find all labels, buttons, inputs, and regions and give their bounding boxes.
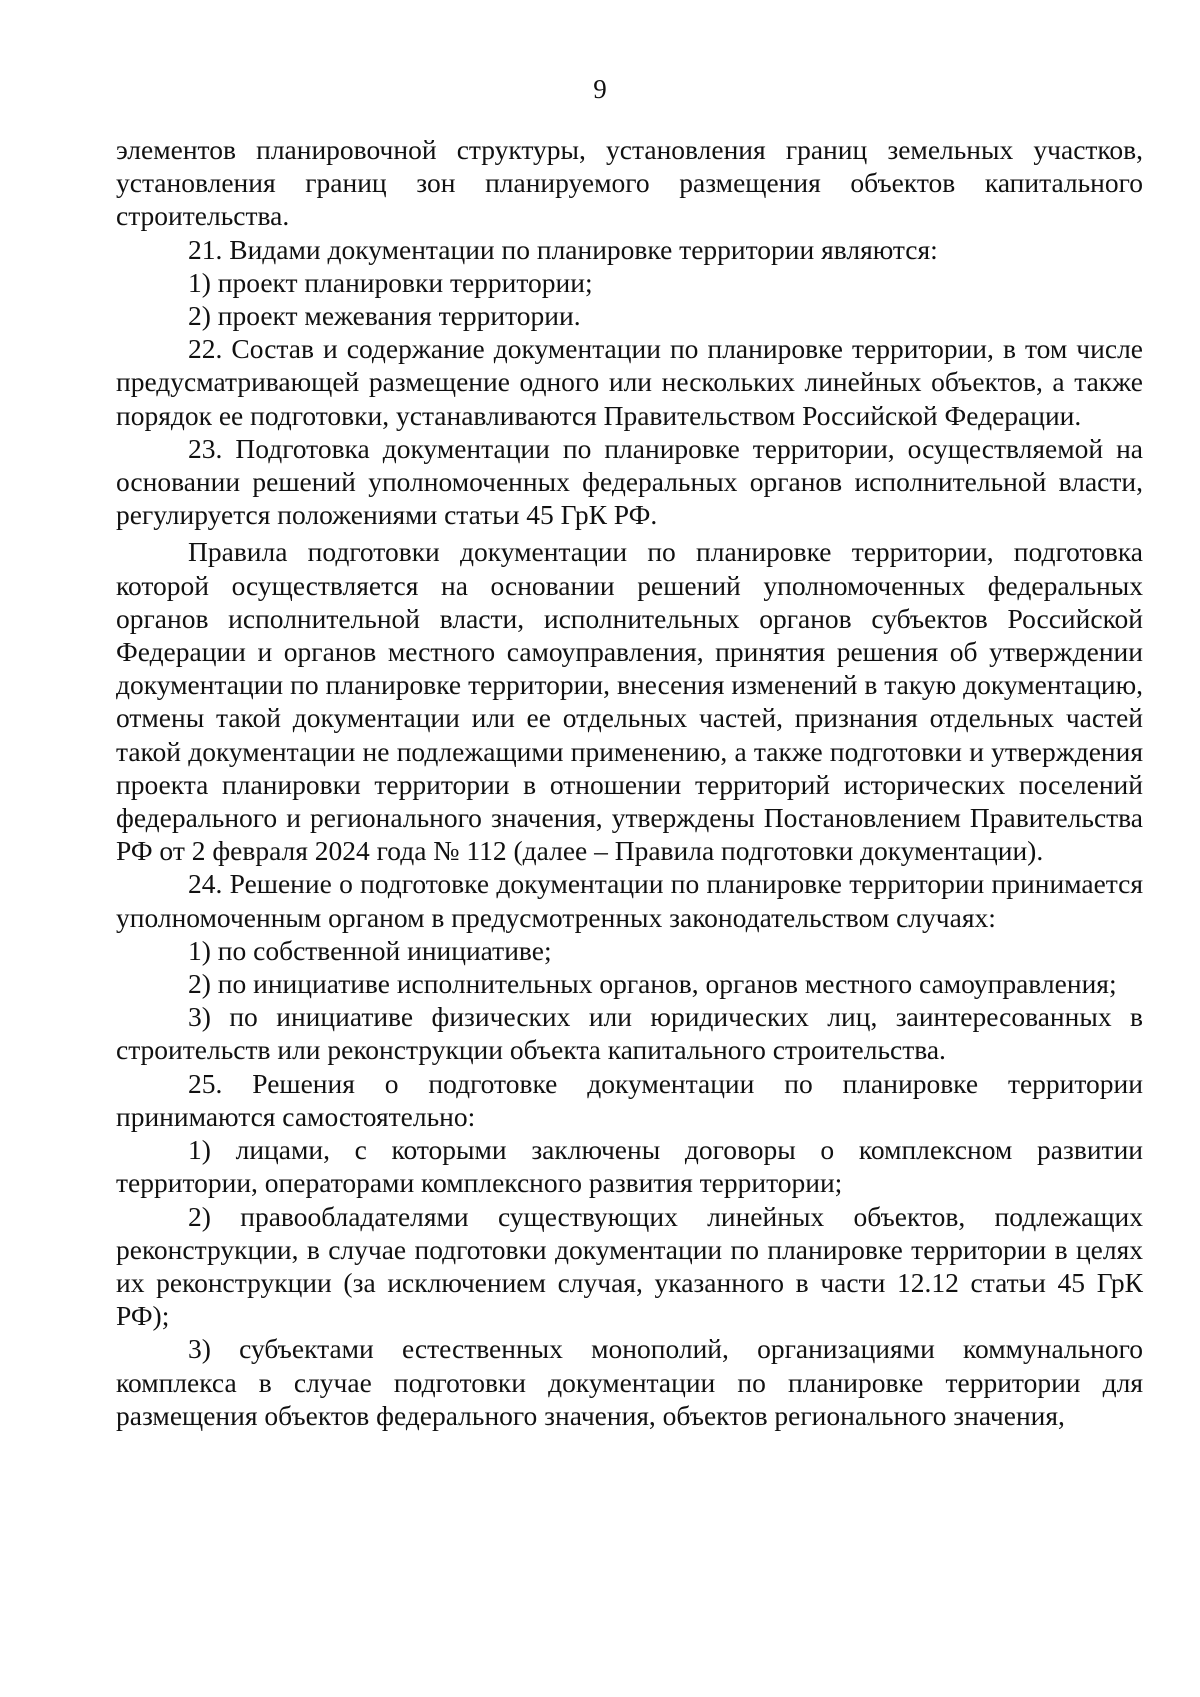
list-item-21-2: 2) проект межевания территории. <box>188 300 581 332</box>
paragraph-continuation: элементов планировочной структуры, установления границ земельных участков, установления границ зон планируемого размещения объектов капитального строительства. <box>116 134 1143 232</box>
paragraph-25: 25. Решения о подготовке документации по планировке территории принимаются самостоятельно: <box>116 1067 1143 1132</box>
paragraph-23: 23. Подготовка документации по планировке территории, осуществляемой на основании решений уполномоченных федеральных органов исполнительной власти, регулируется положениями статьи 45 ГрК РФ. <box>116 432 1143 531</box>
list-item-21-1: 1) проект планировки территории; <box>188 266 593 298</box>
list-item-24-3: 3) по инициативе физических или юридических лиц, заинтересованных в строительств или реконструкции объекта капитального строительства. <box>116 1001 1143 1066</box>
paragraph-rules: Правила подготовки документации по планировке территории, подготовка которой осуществляется на основании решений уполномоченных федеральных органов исполнительной власти, исполнительных органов субъектов Российской Федерации и органов местного самоуправления, принятия решения об утверждении документации по планировке территории, внесения изменений в такую документацию, отмены такой документации или ее отдельных частей, признания отдельных частей такой документации не подлежащими применению, а также подготовки и утверждения проекта планировки территории в отношении территорий исторических поселений федерального и регионального значения, утверждены Постановлением Правительства РФ от 2 февраля 2024 года № 112 (далее – Правила подготовки документации). <box>116 536 1143 867</box>
list-item-24-1: 1) по собственной инициативе; <box>188 934 552 966</box>
paragraph-24: 24. Решение о подготовке документации по планировке территории принимается уполномоченным органом в предусмотренных законодательством случаях: <box>116 868 1143 933</box>
document-body <box>116 133 1143 1432</box>
paragraph-22: 22. Состав и содержание документации по планировке территории, в том числе предусматривающей размещение одного или нескольких линейных объектов, а также порядок ее подготовки, устанавливаются Правительством Российской Федерации. <box>116 333 1143 431</box>
paragraph-21: 21. Видами документации по планировке территории являются: <box>188 233 938 265</box>
list-item-24-2: 2) по инициативе исполнительных органов, органов местного самоуправления; <box>188 968 1117 1000</box>
list-item-25-3: 3) субъектами естественных монополий, организациями коммунального комплекса в случае подготовки документации по планировке территории для размещения объектов федерального значения, объектов регионального значения, <box>116 1333 1143 1431</box>
list-item-25-1: 1) лицами, с которыми заключены договоры о комплексном развитии территории, операторами комплексного развития территории; <box>116 1134 1143 1199</box>
list-item-25-2: 2) правообладателями существующих линейных объектов, подлежащих реконструкции, в случае подготовки документации по планировке территории в целях их реконструкции (за исключением случая, указанного в части 12.12 статьи 45 ГрК РФ); <box>116 1200 1143 1332</box>
page-number: 9 <box>593 74 607 104</box>
